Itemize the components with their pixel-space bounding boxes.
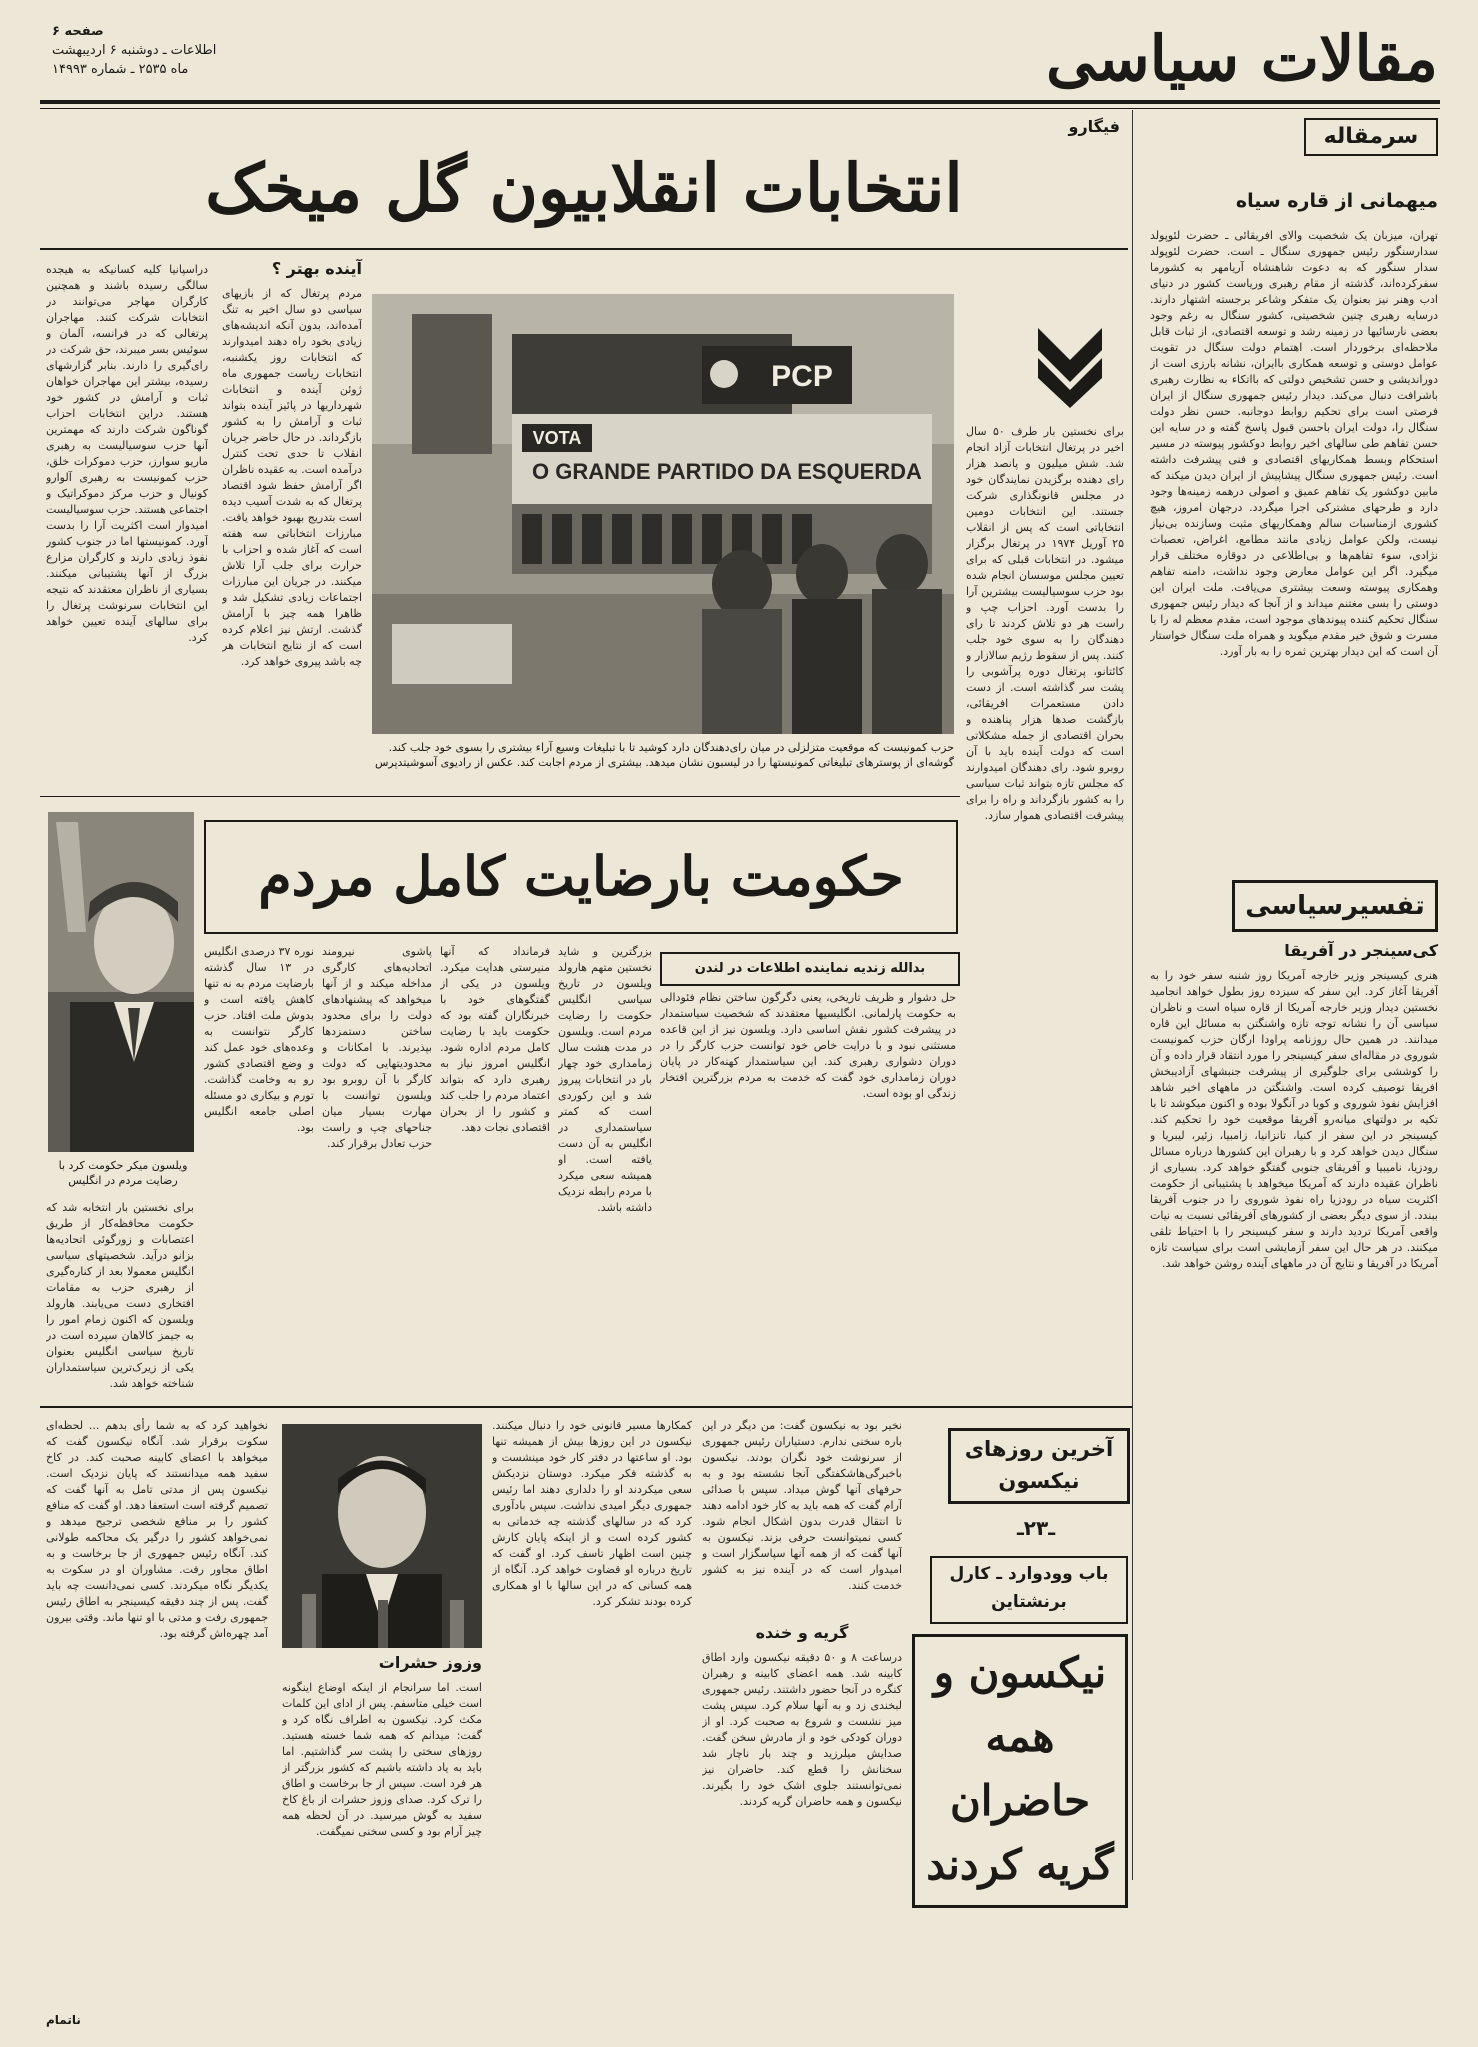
analysis-body: هنری کیسینجر وزیر خارجه آمریکا روز شنبه سفر خود را به آفریقا آغاز کرد. این سفر که سیزده روز بطول خواهد انجامید نخستین دیدار وزیر خارجه آمریکا از قاره سیاه است و ناظران سیاسی آن را نشانه توجه تازه واشنگتن به مسائل این قاره میدانند. در همین حال روزنامه پراودا ارگان حزب کمونیست شوروی در مقاله‌ای سفر کیسینجر را مورد انتقاد قرار داده و آن را کوششی برای جلوگیری از پیشرفت جنبشهای آزادیبخش افریقا توصیف کرده است. واشنگتن در ماههای اخیر شاهد افزایش نفوذ شوروی و کوبا در آنگولا بوده و اکنون میکوشد تا با تکیه بر دولتهای میانه‌رو آفریقا موقعیت خود را تحکیم کند. کیسینجر در این سفر از کنیا، تانزانیا، زامبیا، زئیر، لیبریا و سنگال دیدن خواهد کرد و با رهبران این کشورها درباره مسائل رودزیا، نامیبیا و آفریقای جنوبی گفتگو خواهد کرد. بسیاری از ناظران عقیده دارند که آمریکا میخواهد با پشتیبانی از حکومت اکثریت سیاه در رودزیا راه نفوذ شوروی را در جنوب آفریقا ببندد. از سوی دیگر بعضی از کشورهای آفریقائی نسبت به نیات واقعی آمریکا تردید دارند و سفر کیسینجر را با احتیاط تلقی میکنند. در هر حال این سفر آزمایشی است برای سیاست تازه آمریکا در آفریقا و نتایج آن در ماههای آینده روشن خواهد شد. <box>1150 969 1438 1270</box>
poster-pcp: PCP <box>771 360 833 393</box>
issue-info <box>52 22 312 79</box>
nixon-headline-box <box>912 1634 1128 1908</box>
editorial-title: میهمانی از قاره سیاه <box>1235 190 1438 212</box>
nixon-subhead-1: گریه و خنده <box>755 1623 849 1642</box>
page-number: صفحه ۶ <box>52 24 104 39</box>
nixon-col-4: درساعت ۸ و ۵۰ دقیقه نیکسون وارد اطاق کابینه شد. همه اعضای کابینه و رهبران کنگره در آنجا حضور داشتند. رئیس جمهوری لبخندی زد و به آنها سلام کرد. سپس پشت میز نشست و شروع به صحبت کرد. او از دوران کودکی خود و از مادرش سخن گفت. صدایش میلرزید و چند بار ناچار شد سخنانش را قطع کند. حاضران نیز نمی‌توانستند جلوی اشک خود را بگیرند. نیکسون و همه حاضران گریه کردند. <box>702 1651 902 1808</box>
figaro-source: فیگارو <box>1068 117 1120 136</box>
figaro-subhead: آینده بهتر ؟ <box>271 259 362 278</box>
uk-col-1: برای نخستین بار انتخابه شد که حکومت محافظه‌کار از طریق اعتصابات و زورگوئی اتحادیه‌ها بزانو درآید. شخصیتهای سیاسی انگلیس معمولا بعد از کناره‌گیری از رهبری حزب به مقامات افتخاری دست می‌یابند. هارولد ویلسون که اکنون زمام امور را به جیمز کالاهان سپرده است در تاریخ سیاسی انگلیس بعنوان یکی از زیرک‌ترین سیاستمداران شناخته خواهد شد. <box>46 1201 194 1390</box>
editorial-label: سرمقاله <box>1304 118 1438 156</box>
nixon-episode: ـ۲۳ـ <box>1016 1516 1056 1540</box>
uk-byline: بدالله زندیه نماینده اطلاعات در لندن <box>660 952 960 986</box>
nixon-end-mark: ناتمام <box>46 2013 81 2027</box>
uk-col-2: نوره ۳۷ درصدی انگلیس در ۱۳ سال گذشته بارضایت مردم به نه تنها کاهش یافته است و بدوش ملت افتاد. حزب کارگر نتوانست به وعده‌های خود عمل کند و وضع اقتصادی کشور رو به وخامت گذاشت. تورم و بیکاری دو مسئله اصلی جامعه انگلیس بود. <box>204 945 314 1134</box>
nixon-col-5: است. اما سرانجام از اینکه اوضاع اینگونه است خیلی متاسفم. پس از ادای این کلمات مکث کرد. نیکسون به اطراف نگاه کرد و گفت: میدانم که همه شما خسته هستید. روزهای سختی را پشت سر گذاشتیم. اما باید به یاد داشته باشیم که کشور بزرگتر از هر فرد است. سپس از جا برخاست و اطاق را ترک کرد. صدای وزوز حشرات از باغ کاخ سفید به گوش میرسید. در آن لحظه همه چیز آرام بود و کسی سخنی نمیگفت. <box>282 1681 482 1838</box>
section-title: مقالات سیاسی <box>1046 22 1438 95</box>
nixon-series-title: آخرین روزهای نیکسون <box>964 1437 1114 1493</box>
uk-top-rule <box>40 796 960 797</box>
figaro-rule <box>40 248 1128 250</box>
nixon-headline: نیکسون و همه حاضران گریه کردند <box>926 1648 1114 1889</box>
date-line: اطلاعات ـ دوشنبه ۶ اردیبهشت <box>52 43 217 58</box>
uk-col-5: بزرگترین و شاید نخستین متهم هارولد ویلسون در تاریخ سیاسی انگلیس حکومت را رضایت مردم است. ویلسون در مدت هشت سال زمامداری خود چهار بار در انتخابات پیروز شد و این رکوردی است که کمتر سیاستمداری در انگلیس به آن دست یافته است. او همیشه سعی میکرد با مردم رابطه نزدیک داشته باشد. <box>558 945 652 1214</box>
section-divider <box>40 1406 1132 1408</box>
editorial-body: تهران، میزبان یک شخصیت والای افریقائی ـ حضرت لئوپولد سدارسنگور رئیس جمهوری سنگال ـ است. حضرت لئوپولد سدار سنگور که به دعوت شاهنشاه آریامهر به کشورما سفرکرده‌اند، گذشته از مقام رهبری وریاست کشور در دنیای ادب وهنر نیز بعنوان یک متفکر وشاعر برجسته اشتهار دارند. درسایه رهبری چنین شخصیتی، کشور سنگال به رغم وجود بعضی نارسائیها در زمینه رشد و توسعه اقتصادی، از ثبات قابل ملاحظه‌ای برخوردار است. اهتمام دولت سنگال در تقویت عوامل دوستی و توسعه همکاری باایران، نشانه بارزی است از دوراندیشی و حسن تشخیص دولتی که بااتکاء به نظارت رهبری باشرافت دنبال می‌کند. دیدار رئیس جمهوری سنگال از ایران فرصتی است برای تحکیم روابط دوجانبه. حسن نظر دولت سنگال را، دولت ایران باحسن قبول پاسخ گفته و در سایه این حسن تفاهم طی سالهای اخیر روابط دوکشور پیوسته در مسیر استحکام وبسط همکاریهای اقتصادی و فنی پیشرفت داشته است. رئیس جمهوری سنگال پیشاپیش از ایران دیدن میکند که مابین دوکشور یک تفاهم عمیق و اصولی درهمه زمینه‌ها وجود دارد و طرحهای مشترکی اجرا میگردد. درجهان امروز، هیچ کشوری ازمناسبات سالم وهمکاریهای مثبت وسازنده بی‌نیاز نیست، ولکن عوامل زیادی مانند مطامع، اغراض، تعصبات نژادی، سوء تفاهم‌ها و بی‌اطلاعی در دوقاره مختلف قرار میگیرد. اگر این عوامل معارض وجود نداشت، دامنه تفاهم وهمکاری پیوسته وسعت بیشتری می‌یافت. ملت ایران این دوستی را بسی مغتنم میداند و از آنجا که دیدار رئیس جمهوری سنگال تحکیم کننده پیوندهای موجود است، مقدم معظم له را با مسرت و شوق خیر مقدم میگوید و همراه ملت سنگال خواستار آن است که این دیدار بهترین ثمره را به بار آورد. <box>1150 229 1438 658</box>
figaro-photo-caption: حزب کمونیست که موقعیت متزلزلی در میان رای‌دهندگان دارد کوشید تا با تبلیغات وسیع آراء بیشتری را بسوی خود جلب کند. گوشه‌ای از پوسترهای تبلیغاتی کمونیستها را در لیسبون نشان میدهد. بیشتری از مردم اجابت کند. عکس از رادیوی آسوشیتدپرس <box>375 741 954 769</box>
nixon-col-1: نخواهید کرد که به شما رأی بدهم ... لحظه‌ای سکوت برقرار شد. آنگاه نیکسون گفت که میخواهد با اعضای کابینه صحبت کند. در کاخ سفید همه میدانستند که پایان نزدیک است. نیکسون پس از مدتی تامل به آنها گفت که تصمیم گرفته است استعفا دهد. او گفت که منافع کشور را بر منافع شخصی ترجیح میدهد و نمی‌خواهد کشور را درگیر یک محاکمه طولانی کند. آنگاه رئیس جمهوری از جا برخاست و به اطاق مجاور رفت. مشاوران او در سکوت به یکدیگر نگاه میکردند. کسی نمی‌دانست چه باید گفت. پس از چند دقیقه کیسینجر به اطاق رئیس جمهوری رفت و مدتی با او تنها ماند. وقتی بیرون آمد چهره‌اش گرفته بود. <box>46 1419 268 1640</box>
lisbon-election-photo <box>372 294 954 734</box>
nixon-photo <box>282 1424 482 1648</box>
header-rule-thin <box>40 108 1440 109</box>
nixon-col-2: کمکارها مسیر قانونی خود را دنبال میکنند. نیکسون در این روزها بیش از همیشه تنها بود. او ساعتها در دفتر کار خود مینشست و به گذشته فکر میکرد. دوستان نزدیکش سعی میکردند او را دلداری دهند اما رئیس جمهوری دیگر امیدی نداشت. سپس بادآوری کرد که در سالهای گذشته چه خدماتی به کشور کرده است و از اینکه پایان کارش چنین است اظهار تاسف کرد. او گفت که تاریخ درباره او قضاوت خواهد کرد. آنگاه از همه کسانی که در این سالها با او همکاری کرده بودند تشکر کرد. <box>492 1419 692 1608</box>
right-column-divider <box>1132 110 1133 1880</box>
photo-illustration <box>372 294 954 734</box>
chevron-down-icon <box>1030 320 1110 410</box>
figaro-col-right: برای نخستین بار طرف ۵۰ سال اخیر در پرتغال انتخابات آزاد انجام شد. شش میلیون و پانصد هزار رای دهنده برگزیدن نمایندگان خود در مجلس قانونگذاری شرکت جستند. این انتخابات دومین انتخاباتی است که پس از انقلاب ۲۵ آوریل ۱۹۷۴ در پرتغال برگزار میشود. در انتخابات قبلی که برای تعیین مجلس موسسان انجام شده بود حزب سوسیالیست بیشترین آرا را بدست آورد. احزاب چپ و راست هر دو تلاش کردند تا رای دهندگان را به سوی خود جلب کنند. پس از سقوط رژیم سالازار و کائتانو، پرتغال دوره پرآشوبی را پشت سر گذاشته است. از دست دادن مستعمرات افریقائی، بازگشت صدها هزار پناهنده و بحران اقتصادی از جمله مشکلاتی است که دولت آینده باید با آن روبرو شود. رای دهندگان امیدوارند که مجلس تازه بتواند ثبات سیاسی را به کشور بازگرداند و راه را برای پیشرفت اقتصادی هموار سازد. <box>966 425 1124 822</box>
figaro-col-mid: مردم پرتغال که از بازیهای سیاسی دو سال اخیر به تنگ آمده‌اند، بدون آنکه اندیشه‌های زیادی بخود راه دهند امیدوارند که انتخابات روز یکشنبه، انتخابات ریاست جمهوری ماه ژوئن آینده و انتخابات شهرداریها در پائیز آینده بتواند ثبات و آرامش را به کشور بازگرداند. در حال حاضر جریان انقلاب تا حدی تحت کنترل درآمده است. به عقیده ناظران اگر آرامش حفظ شود اقتصاد پرتغال که به شدت آسیب دیده است بتدریج بهبود خواهد یافت. مبارزات انتخاباتی سه هفته است که آغاز شده و احزاب با حرارت برای جلب آرا تلاش میکنند. در جریان این مبارزات اجتماعات زیادی تشکیل شد و ظاهرا همه چیز با آرامش گذشت. ارتش نیز اعلام کرده است که از نتایج انتخابات هر چه باشد پیروی خواهد کرد. <box>222 287 362 668</box>
analysis-title: کی‌سینجر در آفریقا <box>1284 941 1438 960</box>
wilson-photo <box>48 812 194 1152</box>
uk-col-4: فرمانداد که آنها منیرستی هدایت میکرد. ویلسون در یکی از گفتگوهای خود با خبرنگاران گفته بود که حکومت باید با رضایت کامل مردم اداره شود. انگلیس امروز نیاز به رهبری دارد که بتواند اعتماد مردم را جلب کند و کشور را از بحران اقتصادی نجات دهد. <box>440 945 550 1134</box>
wilson-caption: ویلسون میکر حکومت کرد با رضایت مردم در انگلیس <box>58 1159 188 1187</box>
nixon-series-box <box>948 1428 1130 1504</box>
figaro-col-left: دراسپانیا کلیه کسانیکه به هیجده سالگی رسیده باشند و همچنین کارگران مهاجر می‌توانند در انتخابات شرکت کنند. مهاجران پرتغالی که در فرانسه، آلمان و سوئیس بسر میبرند، حق شرکت در رای‌گیری را دارند. بنابر گزارشهای رسیده، بیشتر این مهاجران خواهان ثبات و آرامش در کشور خود هستند. دراین انتخابات احزاب گوناگون شرکت دارند که مهمترین آنها حزب سوسیالیست به رهبری ماریو سوارز، حزب دموکرات خلق، حزب کمونیست به رهبری آلوارو کونیال و حزب مرکز دموکراتیک و اجتماعی هستند. حزب سوسیالیست امیدوار است اکثریت آرا را بدست آورد. کمونیستها اما در جنوب کشور نفوذ زیادی دارند و کارگران مزارع بزرگ از آنها پشتیبانی میکنند. بسیاری از ناظران معتقدند که نتیجه این انتخابات سرنوشت پرتغال را برای سالهای آینده تعیین خواهد کرد. <box>46 263 208 644</box>
uk-col-3: پاشوی نیرومند اتحادیه‌های کارگری مداخله میکند و از آنها میخواهد که پیشنهادهای دولت را برای محدود ساختن دستمزدها بپذیرند. با امکانات و محدودیتهایی که دولت کارگر با آن روبرو بود ویلسون توانست با مهارت بسیار میان جناحهای چپ و راست حزب تعادل برقرار کند. <box>322 945 432 1150</box>
nixon-authors: باب وودوارد ـ کارل برنشتاین <box>930 1556 1128 1624</box>
analysis-label: تفسیرسیاسی <box>1232 880 1438 932</box>
figaro-headline: انتخابات انقلابیون گل میخک <box>205 149 963 227</box>
uk-col-6: حل دشوار و ظریف تاریخی، یعنی دگرگون ساختن نظام فئودالی به حکومت پارلمانی. انگلیسیها معتقدند که شخصیت سیاستمدار در پیشرفت کشور نقش اساسی دارد. ویلسون نیز از این قاعده مستثنی نبود و با درایت خاص خود توانست حزب کارگر را در دوران دشواری رهبری کند. این سیاستمدار کهنه‌کار در پایان دوران زمامداری خود گفت که خدمت به مردم بزرگترین افتخار زندگی او بوده است. <box>660 991 956 1100</box>
poster-slogan: O GRANDE PARTIDO DA ESQUERDA <box>532 459 922 484</box>
poster-vota: VOTA <box>532 428 582 448</box>
issue-line: ماه ۲۵۳۵ ـ شماره ۱۴۹۹۳ <box>52 62 189 77</box>
uk-headline-box <box>204 820 958 934</box>
nixon-col-3: نخیر بود به نیکسون گفت: من دیگر در این باره سخنی ندارم. دستیاران رئیس جمهوری از سرنوشت خود نگران بودند. نیکسون باخبرگی‌هاشکفتگی آنجا نشسته بود و به حرفهای آنها گوش میداد. سپس با صدائی آرام گفت که همه باید به کار خود ادامه دهند تا انتقال قدرت بدون اشکال انجام شود. کسی نمیتوانست حرفی بزند. نیکسون به آنها گفت که از همه آنها سپاسگزار است و امیدوار است که در آینده نیز به کشور خدمت کنند. <box>702 1419 902 1592</box>
header-rule <box>40 100 1440 104</box>
uk-headline: حکومت بارضایت کامل مردم <box>258 844 904 908</box>
nixon-subhead-2: وزوز حشرات <box>378 1653 482 1672</box>
